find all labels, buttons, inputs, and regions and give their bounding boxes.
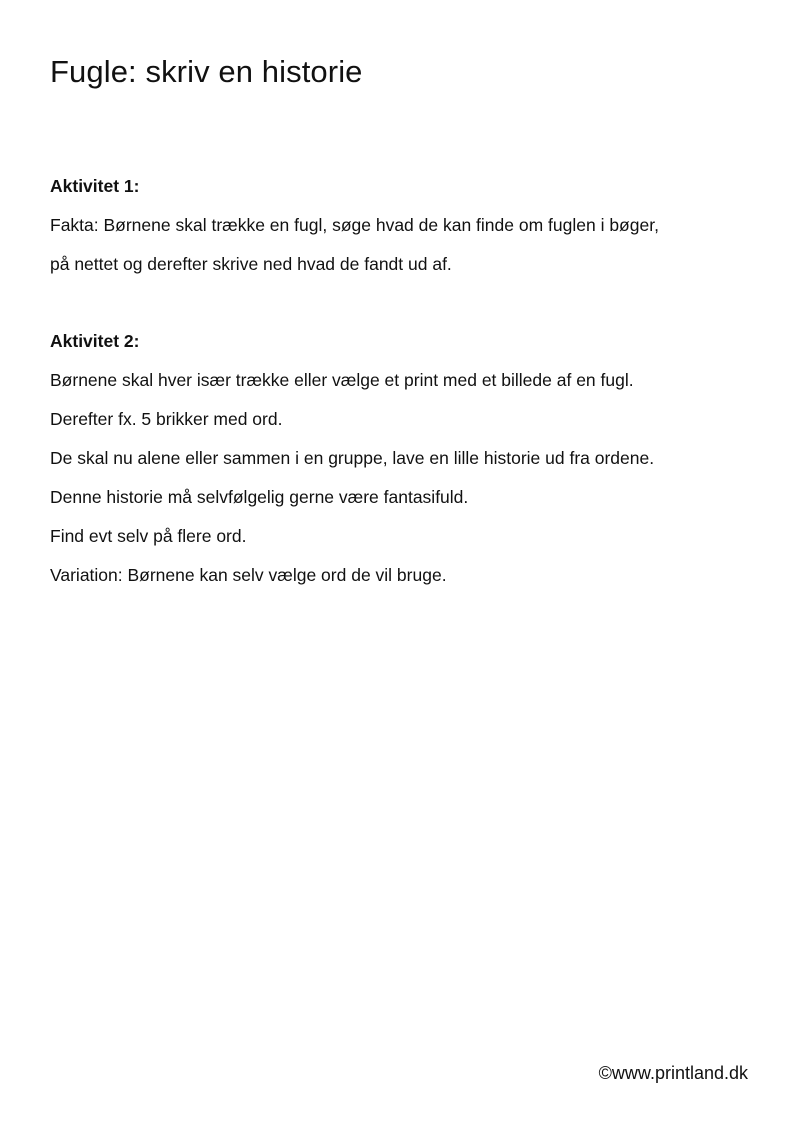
activity-2-text xyxy=(50,366,770,589)
copyright-footer: ©www.printland.dk xyxy=(598,1063,748,1083)
text-line: Fakta: Børnene skal trække en fugl, søge hvad de kan finde om fuglen i bøger, xyxy=(50,215,659,235)
page-title: Fugle: skriv en historie xyxy=(50,54,363,89)
text-line: på nettet og derefter skrive ned hvad de fandt ud af. xyxy=(50,254,452,274)
text-line: Børnene skal hver især trække eller vælge et print med et billede af en fugl. xyxy=(50,370,634,390)
text-line: De skal nu alene eller sammen i en gruppe, lave en lille historie ud fra ordene. xyxy=(50,448,655,468)
activity-1-section xyxy=(50,172,770,278)
text-line: Find evt selv på flere ord. xyxy=(50,526,247,546)
text-line: Denne historie må selvfølgelig gerne være fantasifuld. xyxy=(50,487,469,507)
text-line: Derefter fx. 5 brikker med ord. xyxy=(50,409,283,429)
activity-2-heading: Aktivitet 2: xyxy=(50,331,140,351)
activity-1-text xyxy=(50,211,770,278)
text-line: Variation: Børnene kan selv vælge ord de vil bruge. xyxy=(50,565,447,585)
activity-2-section xyxy=(50,327,770,589)
activity-1-heading: Aktivitet 1: xyxy=(50,176,140,196)
